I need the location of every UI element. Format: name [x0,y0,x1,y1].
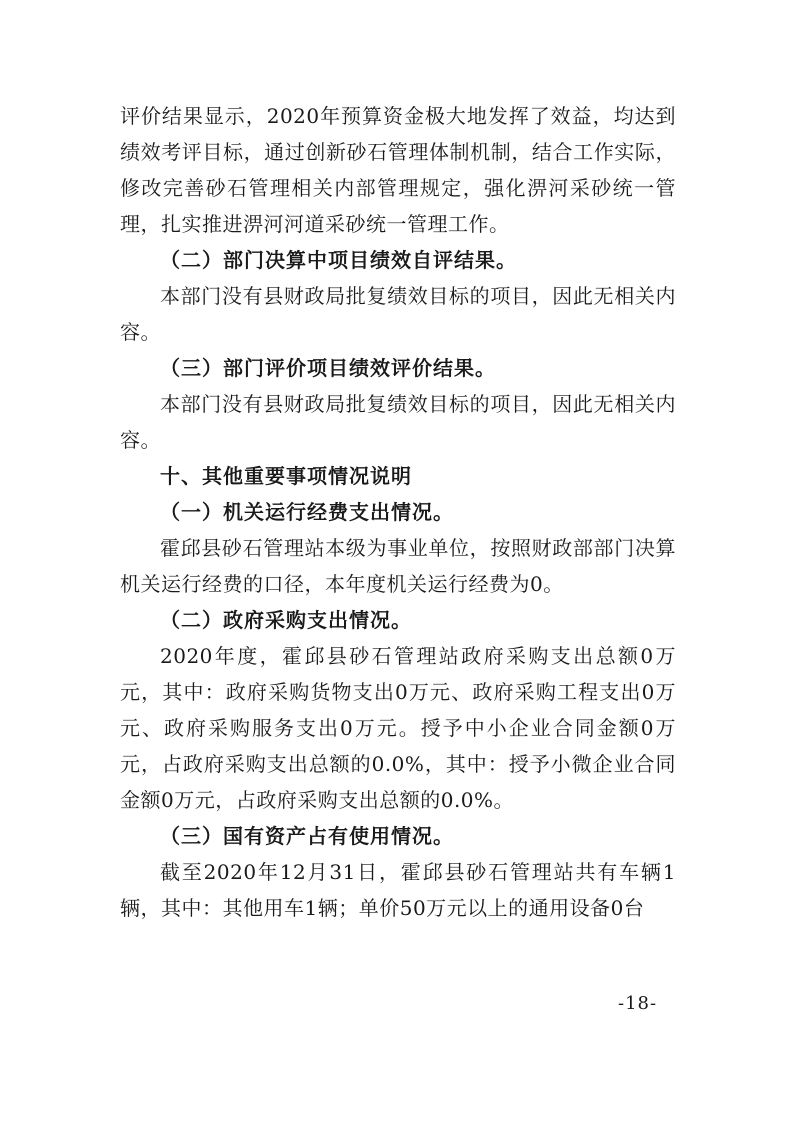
heading-department-evaluation: （三）部门评价项目绩效评价结果。 [160,356,496,380]
heading-self-evaluation: （二）部门决算中项目绩效自评结果。 [160,248,517,272]
heading-operating-expenses: （一）机关运行经费支出情况。 [160,500,454,524]
paragraph-evaluation-result: 评价结果显示，2020年预算资金极大地发挥了效益，均达到绩效考评目标，通过创新砂石管理体制机制，结合工作实际，修改完善砂石管理相关内部管理规定，强化淠河采砂统一管理，扎实推进淠河河道采砂统一管理工作。 [120,104,676,236]
paragraph-procurement: 2020年度，霍邱县砂石管理站政府采购支出总额0万元，其中：政府采购货物支出0万元、政府采购工程支出0万元、政府采购服务支出0万元。授予中小企业合同金额0万元，占政府采购支出总额的0.0%，其中：授予小微企业合同金额0万元，占政府采购支出总额的0.0%。 [120,644,676,812]
page-number: -18- [618,993,658,1014]
heading-procurement: （二）政府采购支出情况。 [160,608,412,632]
paragraph-state-assets: 截至2020年12月31日，霍邱县砂石管理站共有车辆1辆，其中：其他用车1辆；单价50万元以上的通用设备0台 [120,860,676,920]
paragraph-department-evaluation: 本部门没有县财政局批复绩效目标的项目，因此无相关内容。 [120,392,676,452]
document-body [120,98,676,926]
heading-section-ten: 十、其他重要事项情况说明 [160,464,412,488]
paragraph-operating-expenses: 霍邱县砂石管理站本级为事业单位，按照财政部部门决算机关运行经费的口径，本年度机关运行经费为0。 [120,536,676,596]
paragraph-self-evaluation: 本部门没有县财政局批复绩效目标的项目，因此无相关内容。 [120,284,676,344]
heading-state-assets: （三）国有资产占有使用情况。 [160,824,454,848]
